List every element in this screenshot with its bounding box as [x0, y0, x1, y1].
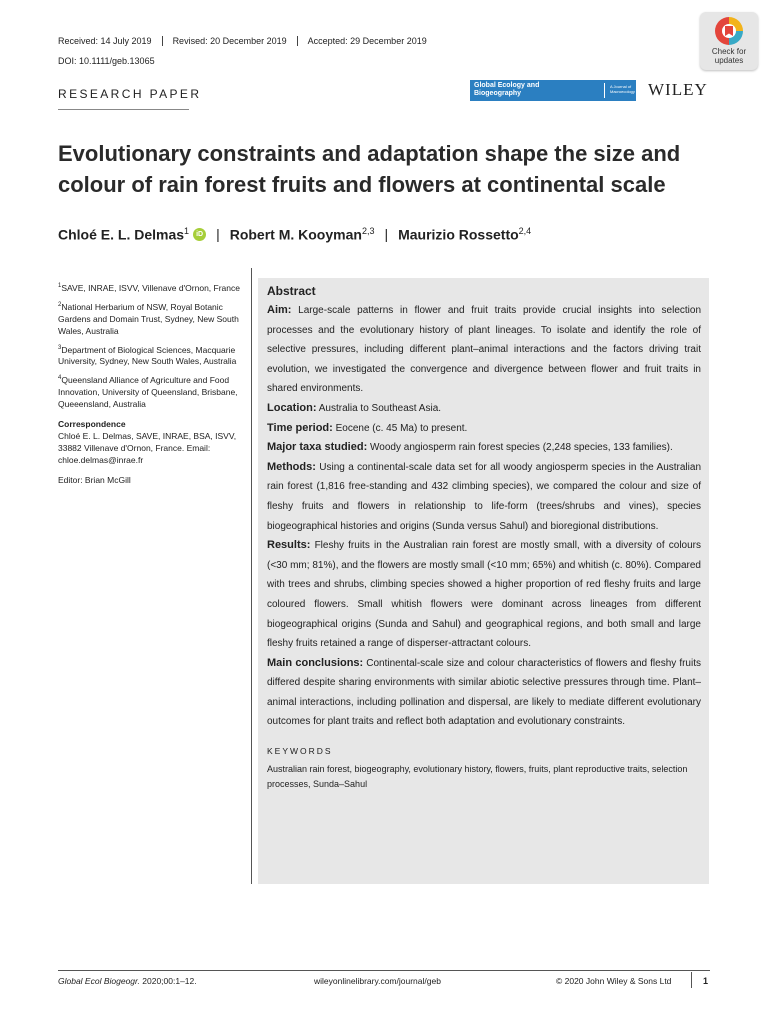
check-for-updates-button[interactable] [700, 12, 758, 70]
doi[interactable]: DOI: 10.1111/geb.13065 [58, 56, 155, 66]
abstract-section: Major taxa studied: Woody angiosperm rain forest species (2,248 species, 133 families). [267, 441, 673, 454]
keywords: Australian rain forest, biogeography, evolutionary history, flowers, fruits, plant reproductive traits, selection processes, Sunda–Sahul [267, 764, 688, 790]
footer-separator [691, 972, 692, 988]
received-date: Received: 14 July 2019 [58, 36, 152, 46]
logo-divider [604, 83, 605, 98]
affiliation: $^2$National Herbarium of NSW, Royal Botanic Gardens and Domain Trust, Sydney, New South Wales, Australia [58, 301, 239, 336]
editor: Editor: Brian McGill [58, 475, 131, 486]
section-underline [58, 109, 189, 110]
correspondence-heading: Correspondence [58, 419, 126, 430]
author[interactable]: Chloé E. L. Delmas$^1$ [58, 226, 190, 243]
revised-date: Revised: 20 December 2019 [162, 36, 297, 46]
footer-citation: Global Ecol Biogeogr. 2020;00:1–12. [58, 976, 197, 986]
author-separator: | [216, 226, 220, 243]
abstract-section: Results: Fleshy fruits in the Australian rain forest are mostly small, with a diversity of colours (<30 mm; 81%), and the flowers are mostly small (<10 mm; 65%) and whitish (c. 80%). Compared with trees and shrubs, climbing species showed a higher proportion of red fleshy fruits and large coloured flowers. Small whitish flowers were dominant across lineages from different biogeographical origins (Sunda and Sahul) and geographical regions, and both small and large fleshy fruits retained a range of disperser-attractant colours. [267, 539, 702, 650]
keywords-heading: KEYWORDS [267, 746, 333, 757]
author[interactable]: Robert M. Kooyman$^{2,3}$ [229, 226, 375, 243]
abstract-box [258, 278, 709, 884]
publication-dates [58, 36, 437, 46]
footer-rule [58, 970, 710, 971]
check-for-updates-label: Check for updates [711, 47, 747, 65]
abstract-section: Aim: Large-scale patterns in flower and fruit traits provide crucial insights into selection processes and the evolutionary history of plant lineages. To isolate and identify the role of selective pressures, including different plant–animal interactions and the factors driving trait evolution, we investigated the convergence and divergence between flower and fruit traits in shared environments. [267, 304, 702, 395]
author-list [58, 226, 531, 243]
journal-name: Global Ecology and Biogeography [474, 82, 540, 97]
journal-logo[interactable] [470, 80, 636, 101]
abstract-section: Methods: Using a continental-scale data set for all woody angiosperm species in the Australian rain forest (1,816 free-standing and 432 climbing species), we compared the colour and size of fleshy fruits and flowers in relationship to life-form (trees/shrubs and vines), species biogeographical histories and origins (Sunda versus Sahul) and bioregional distributions. [267, 460, 702, 532]
affiliation: $^3$Department of Biological Sciences, Macquarie University, Sydney, New South Wales, Australia [58, 344, 237, 367]
abstract-heading: Abstract [267, 284, 316, 298]
column-divider [251, 268, 252, 884]
affiliation: $^1$SAVE, INRAE, ISVV, Villenave d'Ornon, France [58, 282, 240, 293]
bookmark-icon [715, 17, 743, 45]
page-number: 1 [703, 976, 709, 986]
abstract-section: Location: Australia to Southeast Asia. [267, 401, 442, 414]
accepted-date: Accepted: 29 December 2019 [297, 36, 437, 46]
author[interactable]: Maurizio Rossetto$^{2,4}$ [398, 226, 532, 243]
author-separator: | [384, 226, 389, 243]
publisher-logo[interactable]: WILEY [648, 80, 708, 99]
footer-copyright: © 2020 John Wiley & Sons Ltd [556, 976, 672, 986]
abstract-section: Main conclusions: Continental-scale size and colour characteristics of flowers and fleshy fruits differed despite sharing environments with similar abiotic selective pressures through time. Plant–animal interactions, including pollination and dispersal, are likely to mediate different evolutionary outcomes for plant traits and reflect both adaptation and evolutionary constraints. [267, 656, 701, 728]
orcid-icon[interactable]: iD [193, 228, 206, 241]
correspondence: Chloé E. L. Delmas, SAVE, INRAE, BSA, ISVV, 33882 Villenave d'Ornon, France. Email: chloe.delmas@inrae.fr [58, 431, 237, 466]
affiliation: $^4$Queensland Alliance of Agriculture and Food Innovation, University of Queensland, Brisbane, Queeensland, Australia [58, 375, 238, 410]
section-label: RESEARCH PAPER [58, 87, 202, 101]
affiliations [58, 280, 243, 491]
abstract-section: Time period: Eocene (c. 45 Ma) to present. [267, 421, 468, 434]
footer-url[interactable]: wileyonlinelibrary.com/journal/geb [314, 976, 441, 986]
article-title: Evolutionary constraints and adaptation shape the size and colour of rain forest fruits and flowers at continental scale [58, 141, 681, 197]
journal-subtitle: A Journal of Macroecology [610, 84, 635, 94]
